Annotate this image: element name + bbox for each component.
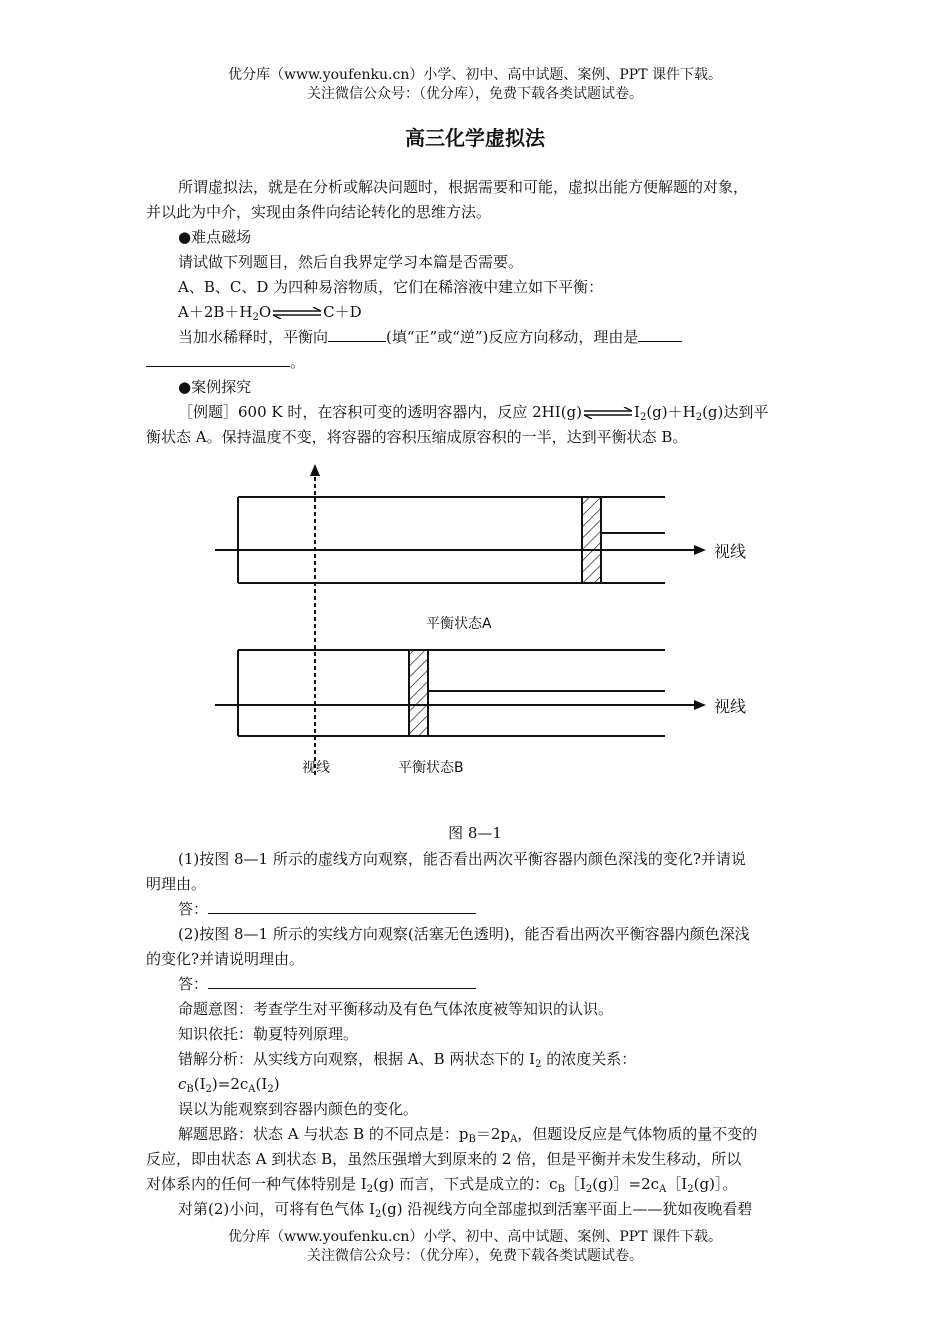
- page-footer: [0, 1228, 950, 1266]
- section1-stem: A、B、C、D 为四种易溶物质，它们在稀溶液中建立如下平衡：: [178, 278, 604, 296]
- arrow-right-icon: [694, 545, 706, 555]
- equation-right: C＋D: [323, 303, 362, 321]
- arrow-right-icon: [694, 700, 706, 710]
- equilibrium-equation: $A+2B+H_2O$ C＋D: [178, 303, 362, 323]
- container-state-a: [215, 497, 706, 583]
- intro-line-1: 所谓虚拟法，就是在分析或解决问题时，根据需要和可能，虚拟出能方便解题的对象，: [178, 178, 749, 196]
- knowledge-line: 知识依托：勒夏特列原理。: [178, 1025, 359, 1043]
- state-b-label: 平衡状态B: [398, 760, 464, 776]
- section-heading-difficulty: ●难点磁场: [178, 228, 252, 246]
- sightline-label-b: 视线: [714, 697, 747, 716]
- footer-line-2: 关注微信公众号：（优分库），免费下载各类试题试卷。: [307, 1248, 643, 1264]
- answer-blank: [328, 327, 386, 342]
- question-2-line-1: (2)按图 8—1 所示的实线方向观察(活塞无色透明)，能否看出两次平衡容器内颜色深浅: [178, 925, 750, 943]
- solution-idea-line-3: 对体系内的任何一种气体特别是 $I_2(g)$ 而言，下式是成立的：$c_B[I_2(g)]=2c_A[I_2(g)]$。: [146, 1175, 738, 1195]
- header-line-2: 关注微信公众号：（优分库），免费下载各类试题试卷。: [307, 86, 643, 102]
- page-title: 高三化学虚拟法: [405, 126, 545, 150]
- question-1-line-1: (1)按图 8—1 所示的虚线方向观察，能否看出两次平衡容器内颜色深浅的变化?并请说: [178, 850, 746, 868]
- state-a-label: 平衡状态A: [426, 616, 492, 632]
- figure-caption: 图 8—1: [448, 824, 502, 842]
- solution-idea-line-1: 解题思路：状态 A 与状态 B 的不同点是：$p_B=2p_A$，但题设反应是气体物质的量不变的: [178, 1125, 758, 1145]
- page-header: [0, 66, 950, 104]
- error-analysis-line: 错解分析：从实线方向观察，根据 A、B 两状态下的 $I_2$ 的浓度关系：: [178, 1050, 637, 1070]
- answer-2: 答：: [178, 974, 818, 994]
- equilibrium-arrow-icon: [582, 407, 634, 419]
- answer-blank: [208, 974, 476, 989]
- piston-a: [582, 497, 601, 583]
- section-heading-case: ●案例探究: [178, 378, 252, 396]
- last-paragraph-line: 对第(2)小问，可将有色气体 $I_2(g)$ 沿视线方向全部虚拟到活塞平面上——犹如夜晚看碧: [178, 1200, 753, 1220]
- sightline-label-a: 视线: [714, 542, 747, 561]
- question-2-line-2: 的变化?并请说明理由。: [146, 950, 305, 968]
- mistake-line: 误以为能观察到容器内颜色的变化。: [178, 1100, 419, 1118]
- header-line-1: 优分库（www.youfenku.cn）小学、初中、高中试题、案例、PPT 课件下载。: [227, 67, 722, 83]
- intent-line: 命题意图：考查学生对平衡移动及有色气体浓度被等知识的认识。: [178, 1000, 614, 1018]
- section1-prompt: 请试做下列题目，然后自我界定学习本篇是否需要。: [178, 253, 524, 271]
- solution-idea-line-2: 反应，即由状态 A 到状态 B，虽然压强增大到原来的 2 倍，但是平衡并未发生移动，所以: [146, 1150, 742, 1168]
- concentration-formula: $c_B(I_2)=2c_A(I_2)$: [178, 1075, 280, 1095]
- equilibrium-arrow-icon: [271, 307, 323, 319]
- example-line-2: 衡状态 A。保持温度不变，将容器的容积压缩成原容积的一半，达到平衡状态 B。: [146, 428, 688, 446]
- answer-blank: [146, 352, 290, 367]
- question-1-line-2: 明理由。: [146, 875, 207, 893]
- intro-line-2: 并以此为中介，实现由条件向结论转化的思维方法。: [146, 203, 492, 221]
- figure-8-1: [0, 455, 950, 785]
- equation-left: A＋2B＋H: [178, 303, 253, 321]
- footer-line-1: 优分库（www.youfenku.cn）小学、初中、高中试题、案例、PPT 课件下载。: [227, 1229, 722, 1245]
- answer-blank: [638, 327, 682, 342]
- arrow-up-icon: [310, 464, 320, 476]
- example-line-1: ［例题］600 K 时，在容积可变的透明容器内，反应 2HI(g) $I_2(g)+H_2(g)$达到平: [178, 403, 769, 423]
- section1-question-end: 。: [146, 352, 816, 372]
- container-state-b: [215, 650, 706, 736]
- answer-1: 答：: [178, 899, 818, 919]
- answer-blank: [208, 899, 476, 914]
- piston-b: [409, 650, 428, 736]
- section1-question: 当加水稀释时，平衡向 (填“正”或“逆”)反应方向移动，理由是: [178, 327, 818, 347]
- sightline-label-bottom: 视线: [302, 760, 330, 776]
